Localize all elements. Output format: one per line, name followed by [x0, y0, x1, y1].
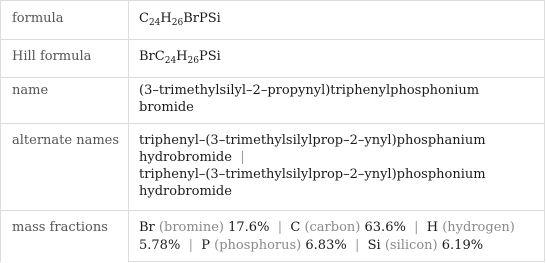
element-name: (hydrogen) [442, 220, 515, 235]
hill-formula-label: Hill formula [12, 49, 92, 64]
element-name: (carbon) [304, 220, 361, 235]
element-name: (bromine) [158, 220, 224, 235]
mass-fraction-br [139, 220, 269, 235]
hill-formula-value [139, 49, 221, 64]
row-label [1, 78, 129, 123]
mass-fraction-c [290, 220, 405, 235]
alternate-name-line: triphenyl–(3–trimethylsilylprop–2–ynyl)phosphonium [139, 167, 486, 182]
element-name: (silicon) [384, 238, 438, 253]
row-value [129, 211, 544, 262]
row-value [129, 124, 544, 210]
row-label [1, 1, 129, 39]
name-line: (3–trimethylsilyl–2–propynyl)triphenylphosphonium [139, 83, 480, 98]
row-label [1, 124, 129, 210]
formula-subscript: 24 [148, 18, 161, 28]
mass-fraction-h [427, 220, 515, 235]
mass-fraction-p [201, 238, 346, 253]
element-symbol: Br [139, 220, 155, 235]
formula-part: H [176, 49, 188, 64]
fraction-value: 6.19% [441, 238, 484, 253]
mass-fraction-si [368, 238, 483, 253]
formula-part: PSi [198, 49, 221, 64]
formula-part: BrC [139, 49, 165, 64]
separator: | [414, 220, 419, 235]
row-value [129, 40, 544, 77]
mass-fraction-line [139, 238, 483, 253]
table-row-hill-formula [1, 39, 544, 77]
element-symbol: H [426, 220, 439, 235]
formula-value [139, 11, 221, 26]
element-symbol: C [290, 220, 301, 235]
formula-label: formula [12, 11, 64, 26]
row-value [129, 78, 544, 123]
formula-part: C [139, 11, 149, 26]
name-line: bromide [139, 100, 194, 115]
row-value [129, 1, 544, 39]
formula-part: H [160, 11, 172, 26]
mass-fractions-label: mass fractions [12, 220, 108, 235]
name-label: name [12, 83, 49, 98]
alternate-name-text: hydrobromide [139, 150, 232, 165]
table-row-name [1, 77, 544, 123]
separator: | [354, 238, 360, 253]
element-symbol: Si [367, 238, 381, 253]
row-label [1, 40, 129, 77]
element-name: (phosphorus) [214, 238, 302, 253]
formula-part: BrPSi [183, 11, 221, 26]
fraction-value: 17.6% [228, 220, 270, 235]
element-symbol: P [201, 238, 210, 253]
table-row-formula [1, 1, 544, 39]
separator: | [277, 220, 283, 235]
alternate-name-line: triphenyl–(3–trimethylsilylprop–2–ynyl)phosphanium [139, 133, 486, 148]
formula-subscript: 26 [171, 18, 184, 28]
table-row-mass-fractions [1, 210, 544, 262]
formula-subscript: 26 [187, 56, 199, 66]
mass-fraction-line [139, 220, 515, 235]
row-label [1, 211, 129, 262]
alternate-name-line: hydrobromide [139, 184, 232, 199]
fraction-value: 5.78% [139, 238, 181, 253]
separator: | [188, 238, 193, 253]
alternate-names-label: alternate names [12, 133, 120, 148]
table-row-alternate-names [1, 123, 544, 210]
separator: | [240, 150, 245, 165]
formula-subscript: 24 [164, 56, 177, 66]
fraction-value: 63.6% [364, 220, 406, 235]
alternate-name-line [139, 150, 245, 165]
fraction-value: 6.83% [305, 238, 347, 253]
